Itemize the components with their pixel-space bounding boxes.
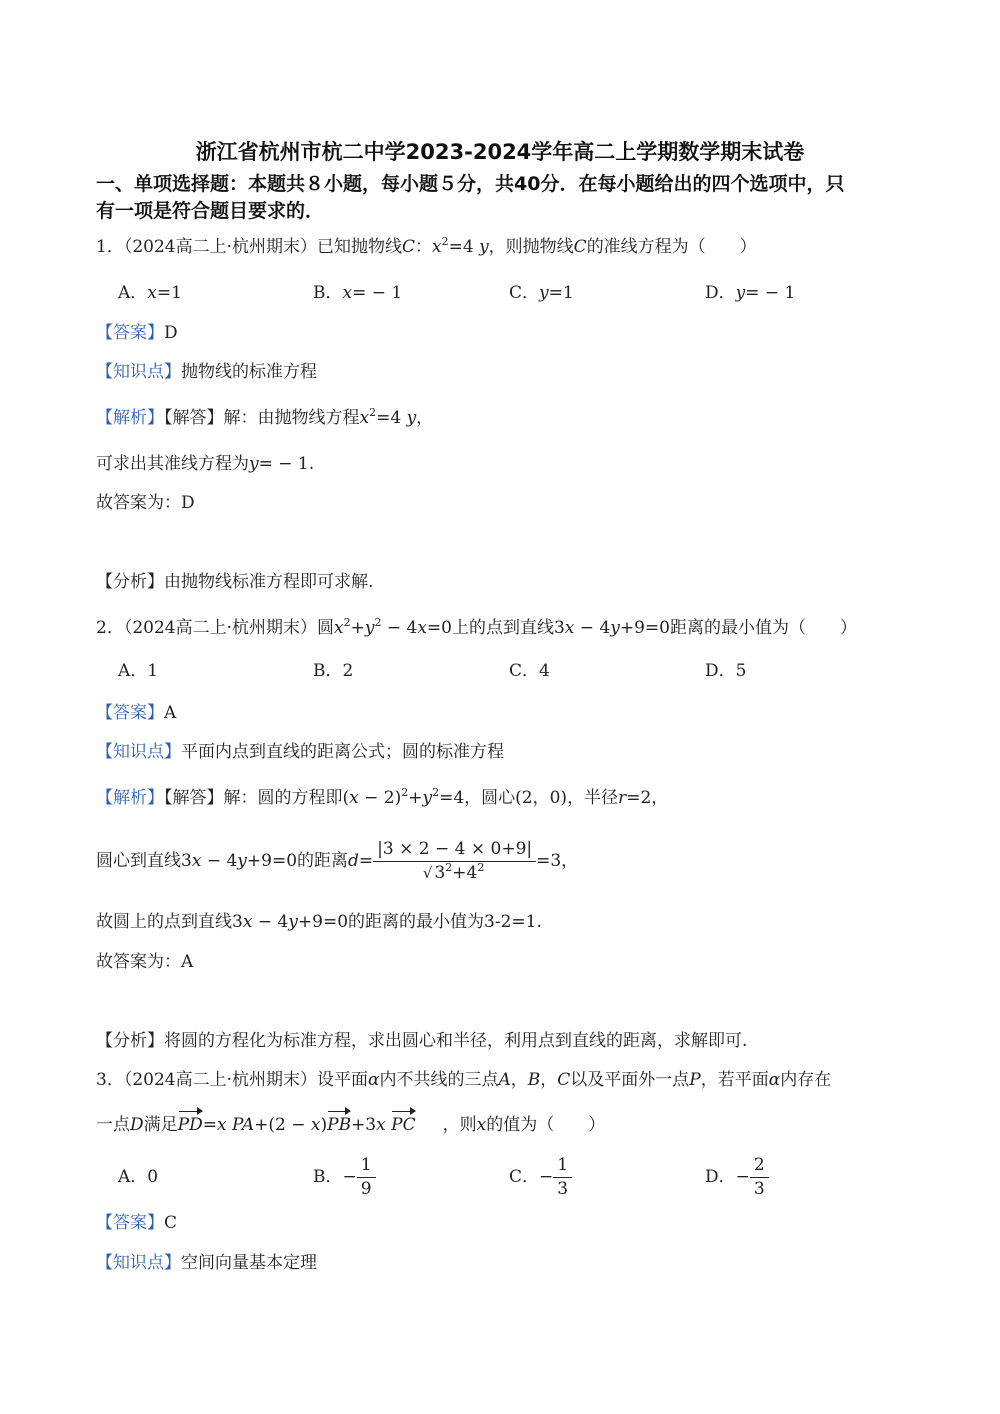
q2-option-c: C．4 [509, 661, 550, 681]
q2-summary: 【分析】将圆的方程化为标准方程，求出圆心和半径，利用点到直线的距离，求解即可. [96, 1031, 748, 1051]
section-heading-line2: 有一项是符合题目要求的． [96, 200, 325, 222]
q2-option-b: B．2 [313, 661, 354, 681]
q1-knowledge: 【知识点】抛物线的标准方程 [96, 362, 317, 382]
q2-final: 故答案为：A [96, 952, 194, 972]
q2-knowledge: 【知识点】平面内点到直线的距离公式；圆的标准方程 [96, 742, 504, 762]
q2-solution-line3: 故圆上的点到直线3x − 4y+9=0的距离的最小值为3-2=1. [96, 912, 542, 932]
q1-stem: 1．（2024高二上·杭州期末）已知抛物线C：$x^2=4$ y，则抛物线C的准线方程为（ ） [96, 235, 757, 257]
q2-stem: 2．（2024高二上·杭州期末）圆$x^2+y^2 - 4x=0$上的点到直线3x − 4y+9=0距离的最小值为（ ） [96, 616, 857, 638]
q1-answer: 【答案】D [96, 323, 178, 343]
q3-stem-line2: 一点D满足PD=x PA+(2 − x)PB+3x PC ，则x的值为（ ） [96, 1115, 606, 1135]
q3-option-d: D．− $\frac{2}{3}$ [705, 1153, 769, 1201]
distance-fraction: $\frac{|3 \times 2 - 4 \times 0+9|}{√ 3^2+4^2}$ [373, 841, 536, 882]
page-title: 浙江省杭州市杭二中学2023-2024学年高二上学期数学期末试卷 [195, 140, 805, 164]
q3-option-b: B．− $\frac{1}{9}$ [313, 1153, 376, 1201]
q1-option-b: B．x= − 1 [313, 283, 403, 303]
q1-solution-line2: 可求出其准线方程为y= − 1. [96, 454, 315, 474]
q2-solution-line2: 圆心到直线3x − 4y+9=0的距离d= $\frac{|3 \times 2 - 4 \times 0+9|}{√ 3^2+4^2}$ =3， [96, 839, 579, 883]
q2-answer: 【答案】A [96, 703, 177, 723]
q3-answer: 【答案】C [96, 1213, 178, 1233]
q1-summary: 【分析】由抛物线标准方程即可求解. [96, 572, 374, 592]
q3-stem-line1: 3．（2024高二上·杭州期末）设平面α内不共线的三点A，B，C以及平面外一点P，若平面α内存在 [96, 1070, 832, 1090]
q3-option-a: A．0 [118, 1167, 159, 1187]
q1-option-d: D．y= − 1 [705, 283, 796, 303]
section-heading-line1: 一、单项选择题：本题共８小题，每小题５分，共40分．在每小题给出的四个选项中，只 [96, 173, 845, 195]
q2-solution-line1: 【解析】【解答】解：圆的方程即$(x - 2)^2+y^2=4$，圆心(2，0)，半径r=2， [96, 786, 669, 808]
q1-option-a: A．x=1 [118, 283, 182, 303]
q1-option-c: C．y=1 [509, 283, 574, 303]
q1-solution-line1: 【解析】【解答】解：由抛物线方程$x^2=4$ y， [96, 406, 434, 428]
q2-option-d: D．5 [705, 661, 747, 681]
q3-knowledge: 【知识点】空间向量基本定理 [96, 1253, 317, 1273]
q3-option-c: C．− $\frac{1}{3}$ [509, 1153, 572, 1201]
q1-final: 故答案为：D [96, 493, 195, 513]
q2-option-a: A．1 [118, 661, 159, 681]
